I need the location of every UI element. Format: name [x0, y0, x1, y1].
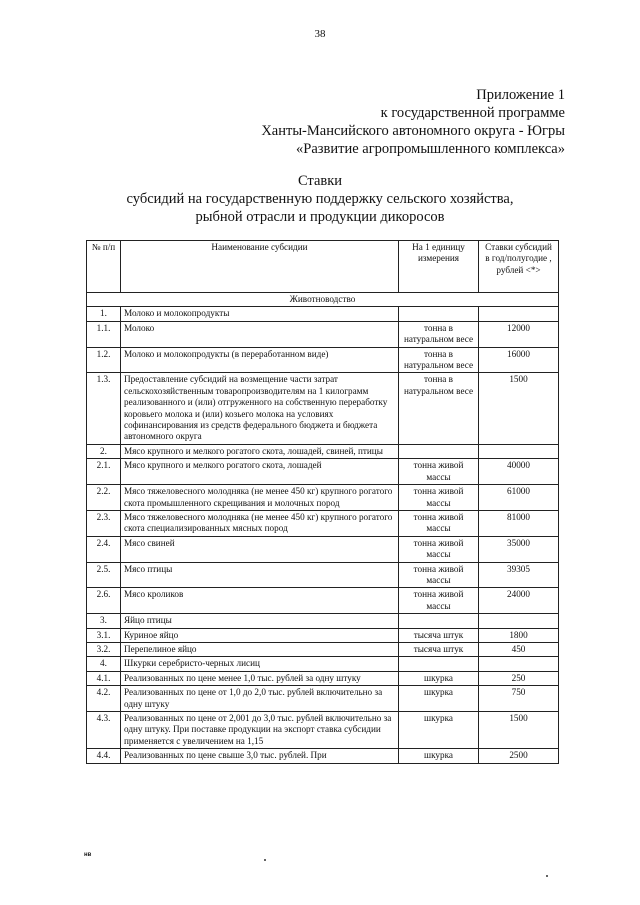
cell-rate [479, 444, 559, 458]
cell-unit: тонна в натуральном весе [399, 347, 479, 373]
table-row [87, 712, 559, 749]
cell-num: 1.3. [87, 373, 121, 444]
section-label: Животноводство [87, 293, 559, 307]
cell-unit: тонна живой массы [399, 562, 479, 588]
cell-rate [479, 614, 559, 628]
cell-rate: 1800 [479, 628, 559, 642]
cell-rate: 81000 [479, 510, 559, 536]
table-row [87, 671, 559, 685]
cell-name: Мясо свиней [121, 536, 399, 562]
cell-unit [399, 614, 479, 628]
table-row [87, 749, 559, 763]
cell-name: Яйцо птицы [121, 614, 399, 628]
table-row [87, 347, 559, 373]
cell-num: 2.6. [87, 588, 121, 614]
cell-name: Реализованных по цене свыше 3,0 тыс. рублей. При [121, 749, 399, 763]
scan-speck [546, 875, 548, 877]
cell-name: Мясо крупного и мелкого рогатого скота, лошадей [121, 459, 399, 485]
cell-num: 4.4. [87, 749, 121, 763]
cell-rate: 16000 [479, 347, 559, 373]
table-row [87, 307, 559, 321]
cell-rate [479, 657, 559, 671]
table-row [87, 686, 559, 712]
appendix-line: Приложение 1 [476, 87, 565, 103]
cell-unit: тонна живой массы [399, 510, 479, 536]
cell-unit: тысяча штук [399, 642, 479, 656]
cell-rate: 2500 [479, 749, 559, 763]
cell-unit: шкурка [399, 712, 479, 749]
table-row [87, 510, 559, 536]
appendix-header [261, 86, 565, 158]
subsidy-rates-table [86, 240, 559, 764]
cell-num: 2.5. [87, 562, 121, 588]
cell-name: Перепелиное яйцо [121, 642, 399, 656]
cell-num: 2.1. [87, 459, 121, 485]
table-row [87, 562, 559, 588]
cell-num: 1. [87, 307, 121, 321]
cell-unit [399, 657, 479, 671]
cell-rate: 1500 [479, 712, 559, 749]
title-line: рыбной отрасли и продукции дикоросов [195, 209, 445, 225]
table-row [87, 444, 559, 458]
cell-unit: тонна живой массы [399, 536, 479, 562]
document-title [0, 172, 640, 226]
title-line: субсидий на государственную поддержку сельского хозяйства, [126, 191, 514, 207]
table-row [87, 628, 559, 642]
cell-num: 1.2. [87, 347, 121, 373]
table-row [87, 373, 559, 444]
cell-name: Реализованных по цене от 2,001 до 3,0 тыс. рублей включительно за одну штуку. При поставке продукции на экспорт ставка субсидии применяется с увеличением на 1,15 [121, 712, 399, 749]
footer-mark: нв [84, 852, 92, 858]
cell-num: 4. [87, 657, 121, 671]
cell-name: Мясо крупного и мелкого рогатого скота, лошадей, свиней, птицы [121, 444, 399, 458]
table-row [87, 459, 559, 485]
title-line: Ставки [297, 173, 343, 189]
cell-rate: 1500 [479, 373, 559, 444]
cell-name: Молоко [121, 321, 399, 347]
cell-rate [479, 307, 559, 321]
header-name: Наименование субсидии [121, 241, 399, 293]
table-row [87, 588, 559, 614]
cell-num: 4.1. [87, 671, 121, 685]
appendix-line: к государственной программе [380, 105, 565, 121]
cell-unit: тонна в натуральном весе [399, 321, 479, 347]
appendix-line: «Развитие агропромышленного комплекса» [296, 141, 565, 157]
cell-unit: тонна живой массы [399, 459, 479, 485]
cell-name: Предоставление субсидий на возмещение части затрат сельскохозяйственным товаропроизводителям на 1 килограмм реализованного и (или) отгруженного на собственную переработку коровьего молока и (или) козьего молока на условиях софинансирования из средств федерального бюджета и бюджета автономного округа [121, 373, 399, 444]
cell-rate: 12000 [479, 321, 559, 347]
cell-name: Реализованных по цене от 1,0 до 2,0 тыс. рублей включительно за одну штуку [121, 686, 399, 712]
cell-unit [399, 444, 479, 458]
header-unit: На 1 единицу измерения [399, 241, 479, 293]
cell-rate: 40000 [479, 459, 559, 485]
cell-rate: 250 [479, 671, 559, 685]
cell-name: Мясо тяжеловесного молодняка (не менее 450 кг) крупного рогатого скота специализированных мясных пород [121, 510, 399, 536]
cell-num: 1.1. [87, 321, 121, 347]
cell-name: Мясо птицы [121, 562, 399, 588]
table-row [87, 657, 559, 671]
cell-name: Реализованных по цене менее 1,0 тыс. рублей за одну штуку [121, 671, 399, 685]
table-row [87, 485, 559, 511]
cell-unit: тонна живой массы [399, 588, 479, 614]
cell-name: Молоко и молокопродукты [121, 307, 399, 321]
table-body [87, 293, 559, 764]
cell-name: Мясо кроликов [121, 588, 399, 614]
page-number: 38 [314, 28, 326, 40]
table-header-row [87, 241, 559, 293]
section-row [87, 293, 559, 307]
cell-num: 3.1. [87, 628, 121, 642]
header-num: № п/п [87, 241, 121, 293]
cell-num: 4.2. [87, 686, 121, 712]
cell-rate: 39305 [479, 562, 559, 588]
cell-rate: 24000 [479, 588, 559, 614]
cell-unit: шкурка [399, 749, 479, 763]
cell-num: 2.4. [87, 536, 121, 562]
cell-unit: тысяча штук [399, 628, 479, 642]
table-row [87, 614, 559, 628]
scan-speck [264, 859, 266, 861]
cell-rate: 35000 [479, 536, 559, 562]
cell-num: 3.2. [87, 642, 121, 656]
cell-num: 2.2. [87, 485, 121, 511]
cell-unit: шкурка [399, 671, 479, 685]
table-row [87, 321, 559, 347]
cell-unit: тонна живой массы [399, 485, 479, 511]
cell-name: Мясо тяжеловесного молодняка (не менее 450 кг) крупного рогатого скота промышленного скрещивания и молочных пород [121, 485, 399, 511]
cell-rate: 450 [479, 642, 559, 656]
cell-num: 2.3. [87, 510, 121, 536]
cell-unit: шкурка [399, 686, 479, 712]
cell-unit [399, 307, 479, 321]
cell-name: Молоко и молокопродукты (в переработанном виде) [121, 347, 399, 373]
cell-rate: 61000 [479, 485, 559, 511]
cell-num: 4.3. [87, 712, 121, 749]
table-row [87, 642, 559, 656]
cell-rate: 750 [479, 686, 559, 712]
header-rate: Ставки субсидий в год/полугодие , рублей <*> [479, 241, 559, 293]
cell-name: Куриное яйцо [121, 628, 399, 642]
cell-num: 3. [87, 614, 121, 628]
appendix-line: Ханты-Мансийского автономного округа - Югры [261, 123, 565, 139]
cell-unit: тонна в натуральном весе [399, 373, 479, 444]
cell-num: 2. [87, 444, 121, 458]
table-row [87, 536, 559, 562]
cell-name: Шкурки серебристо-черных лисиц [121, 657, 399, 671]
